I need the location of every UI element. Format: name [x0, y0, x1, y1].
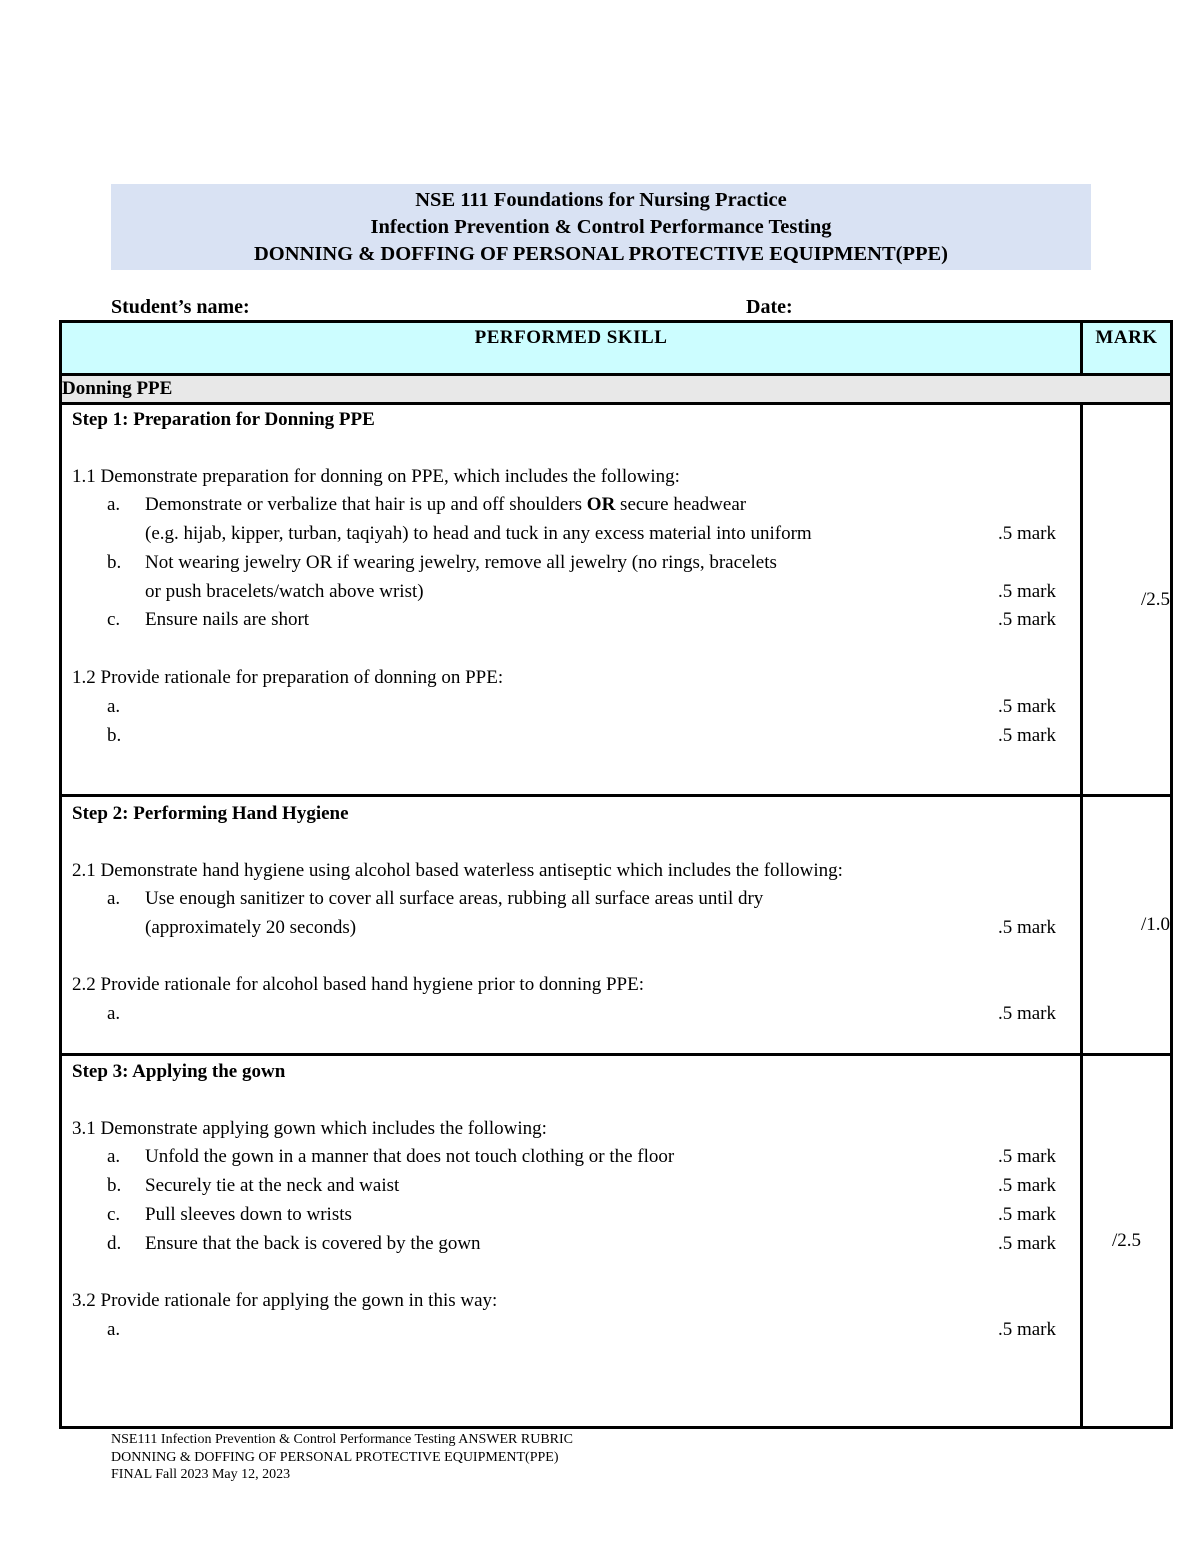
points-label: .5 mark	[997, 1175, 1056, 1197]
step-1-total: /2.5	[1082, 404, 1172, 796]
footer-line-3: FINAL Fall 2023 May 12, 2023	[111, 1467, 291, 1482]
step-2-title: Step 2: Performing Hand Hygiene	[72, 803, 349, 824]
list-item: d. Ensure that the back is covered by the gown .5 mark	[72, 1230, 1068, 1259]
date-label: Date:	[746, 296, 793, 318]
points-label: .5 mark	[997, 1003, 1056, 1025]
student-name-label: Student’s name:	[111, 296, 250, 318]
points-label: .5 mark	[997, 523, 1056, 545]
points-label: .5 mark	[997, 1318, 1056, 1340]
step-1-question-1: 1.1 Demonstrate preparation for donning on PPE, which includes the following:	[72, 465, 680, 487]
points-label: .5 mark	[997, 696, 1056, 718]
points-label: .5 mark	[997, 725, 1056, 747]
step-1-content	[61, 404, 1082, 796]
list-item: b. Not wearing jewelry OR if wearing jewelry, remove all jewelry (no rings, bracelets	[107, 551, 777, 573]
list-item: a. .5 mark	[72, 1316, 1068, 1345]
list-item: a. Use enough sanitizer to cover all surface areas, rubbing all surface areas until dry	[107, 888, 764, 910]
document-title-block	[111, 184, 1091, 270]
step-2-row	[61, 796, 1172, 1055]
test-title: Infection Prevention & Control Performance Testing	[370, 216, 832, 238]
points-label: .5 mark	[997, 580, 1056, 602]
step-3-question-2: 3.2 Provide rationale for applying the gown in this way:	[72, 1289, 498, 1311]
list-item: b. Securely tie at the neck and waist .5 mark	[72, 1172, 1068, 1201]
step-2-content	[61, 796, 1082, 1055]
step-3-question-1: 3.1 Demonstrate applying gown which includes the following:	[72, 1117, 547, 1139]
list-item: a. .5 mark	[72, 1000, 1068, 1029]
step-3-title: Step 3: Applying the gown	[72, 1061, 286, 1082]
step-1-title: Step 1: Preparation for Donning PPE	[72, 409, 375, 430]
step-2-total: /1.0	[1082, 796, 1172, 1055]
course-title: NSE 111 Foundations for Nursing Practice	[415, 189, 787, 211]
footer-line-2: DONNING & DOFFING OF PERSONAL PROTECTIVE EQUIPMENT(PPE)	[111, 1449, 559, 1465]
points-label: .5 mark	[997, 609, 1056, 631]
rubric-table	[59, 320, 1173, 1429]
section-title: Donning PPE	[61, 375, 1172, 404]
list-item: a. Unfold the gown in a manner that does not touch clothing or the floor .5 mark	[72, 1143, 1068, 1172]
list-item: (e.g. hijab, kipper, turban, taqiyah) to head and tuck in any excess material into uniform .5 mark	[72, 520, 1068, 549]
skill-title: DONNING & DOFFING OF PERSONAL PROTECTIVE EQUIPMENT(PPE)	[254, 243, 948, 265]
step-2-question-2: 2.2 Provide rationale for alcohol based hand hygiene prior to donning PPE:	[72, 974, 644, 996]
table-header-row	[61, 322, 1172, 375]
step-3-total: /2.5	[1082, 1055, 1172, 1428]
page-footer	[111, 1431, 573, 1484]
footer-line-1: NSE111 Infection Prevention & Control Performance Testing ANSWER RUBRIC	[111, 1432, 574, 1447]
points-label: .5 mark	[997, 1203, 1056, 1225]
step-3-row	[61, 1055, 1172, 1428]
list-item: c. Ensure nails are short .5 mark	[72, 606, 1068, 635]
list-item: c. Pull sleeves down to wrists .5 mark	[72, 1201, 1068, 1230]
points-label: .5 mark	[997, 1232, 1056, 1254]
list-item: b. .5 mark	[72, 722, 1068, 751]
step-1-question-2: 1.2 Provide rationale for preparation of donning on PPE:	[72, 666, 504, 688]
list-item: (approximately 20 seconds) .5 mark	[72, 914, 1068, 943]
step-2-question-1: 2.1 Demonstrate hand hygiene using alcohol based waterless antiseptic which includes the following:	[72, 859, 843, 881]
list-item: a. .5 mark	[72, 692, 1068, 722]
points-label: .5 mark	[997, 1146, 1056, 1168]
performed-skill-header: PERFORMED SKILL	[61, 322, 1082, 375]
step-3-content	[61, 1055, 1082, 1428]
section-row	[61, 375, 1172, 404]
step-1-row	[61, 404, 1172, 796]
mark-header: MARK	[1082, 322, 1172, 375]
list-item: a. Demonstrate or verbalize that hair is up and off shoulders OR secure headwear	[107, 494, 747, 516]
points-label: .5 mark	[997, 917, 1056, 939]
list-item: or push bracelets/watch above wrist) .5 mark	[72, 578, 1068, 607]
